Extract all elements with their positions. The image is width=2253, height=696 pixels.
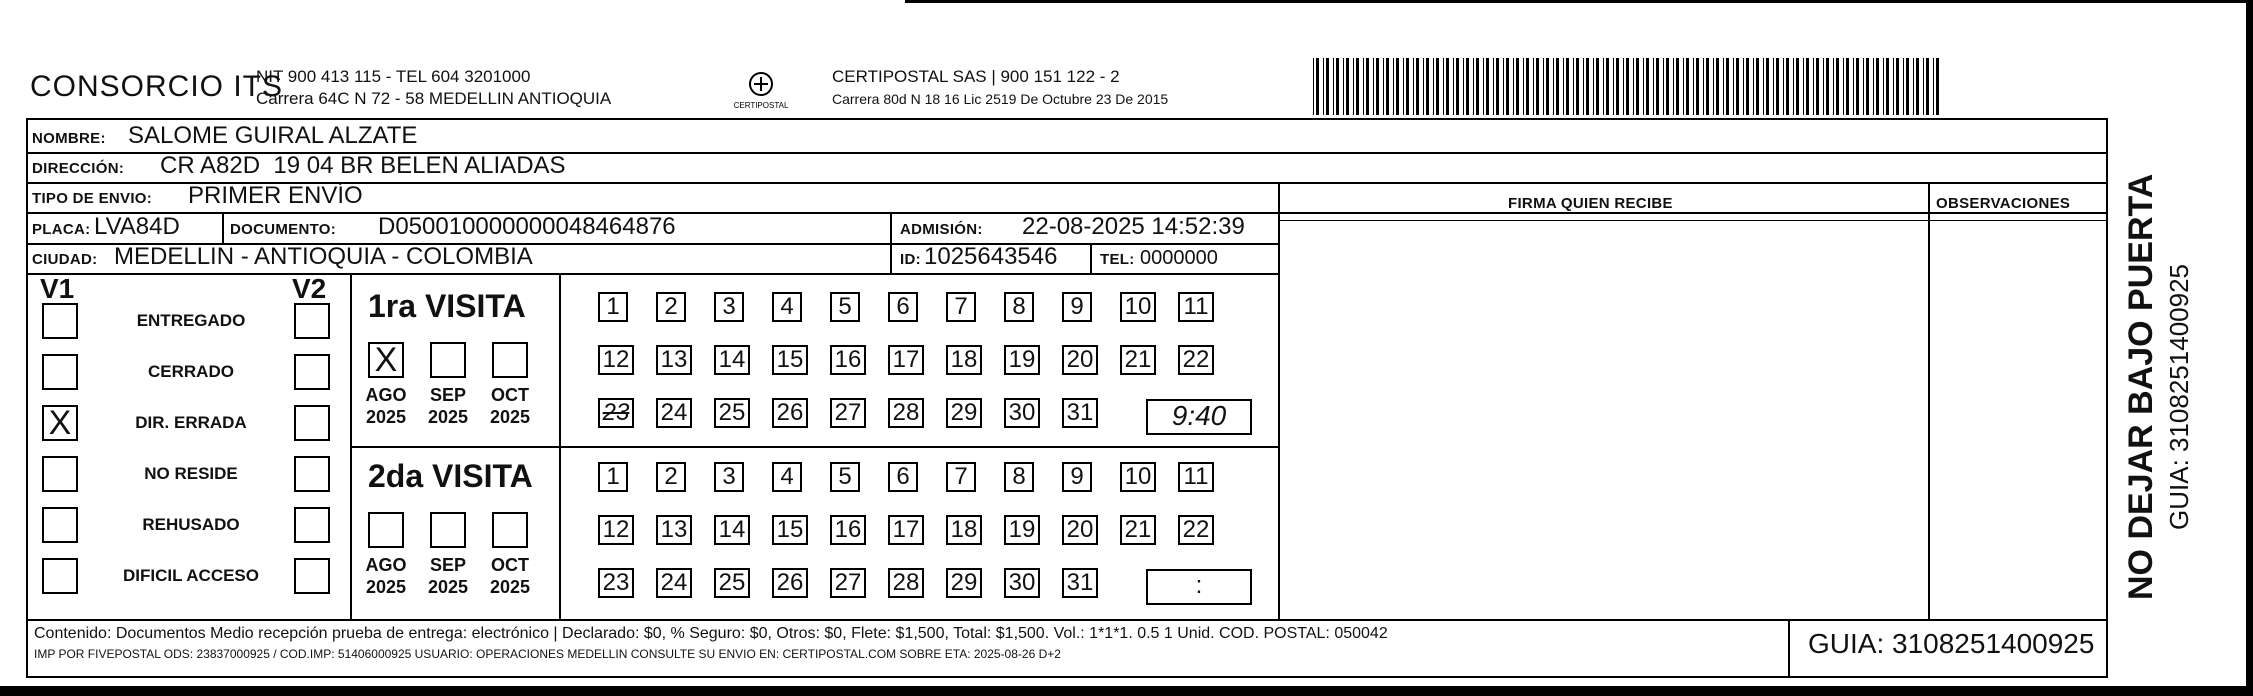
footer-content-line: Contenido: Documentos Medio recepción prueba de entrega: electrónico | Declarado: $0, % Seguro: $0, Otros: $0, Flete: $1,500, Total: $1,500. Vol.: 1*1*1. 0.5 1 Unid. COD. POSTAL: 050042 <box>34 625 1388 642</box>
day-box[interactable]: 14 <box>714 515 750 545</box>
day-box[interactable]: 9 <box>1062 292 1092 322</box>
barcode-bar <box>1753 58 1754 115</box>
day-box[interactable]: 2 <box>656 462 686 492</box>
barcode-bar <box>1413 58 1414 115</box>
month-label: AGO <box>365 555 407 575</box>
barcode-bar <box>1933 58 1934 115</box>
barcode-bar <box>1663 58 1664 115</box>
day-box[interactable]: 17 <box>888 345 924 375</box>
barcode-bar <box>1493 58 1494 115</box>
barcode-bar <box>1846 58 1849 115</box>
footer-print-line: IMP POR FIVEPOSTAL ODS: 23837000925 / COD.IMP: 51406000925 USUARIO: OPERACIONES MEDELLIN CONSULTE SU ENVIO EN: CERTIPOSTAL.COM SOBRE ETA: 2025-08-26 D+2 <box>34 647 1061 661</box>
day-box[interactable]: 10 <box>1120 292 1156 322</box>
day-box[interactable]: 16 <box>830 515 866 545</box>
barcode-bar <box>1916 58 1919 115</box>
day-box[interactable]: 6 <box>888 462 918 492</box>
day-box[interactable]: 24 <box>656 568 692 598</box>
barcode-bar <box>1423 58 1424 115</box>
barcode-bar <box>1606 58 1609 115</box>
day-box[interactable]: 19 <box>1004 515 1040 545</box>
day-box[interactable]: 8 <box>1004 462 1034 492</box>
barcode-bar <box>1316 58 1319 115</box>
barcode-bar <box>1653 58 1654 115</box>
barcode-bar <box>1656 58 1659 115</box>
barcode-bar <box>1883 58 1884 115</box>
barcode-bar <box>1523 58 1524 115</box>
barcode-bar <box>1773 58 1774 115</box>
barcode-bar <box>1576 58 1579 115</box>
month-label: AGO <box>365 385 407 405</box>
barcode-bar <box>1813 58 1814 115</box>
delivery-form <box>26 118 2108 678</box>
reason-label: ENTREGADO <box>136 311 246 330</box>
day-box[interactable]: 20 <box>1062 345 1098 375</box>
day-box[interactable]: 20 <box>1062 515 1098 545</box>
barcode-bar <box>1716 58 1719 115</box>
v2-checkbox[interactable] <box>294 354 330 390</box>
day-box[interactable]: 18 <box>946 345 982 375</box>
barcode-bar <box>1803 58 1804 115</box>
barcode-bar <box>1396 58 1399 115</box>
barcode-bar <box>1596 58 1599 115</box>
barcode <box>1313 58 1950 115</box>
barcode-bar <box>1563 58 1564 115</box>
day-box[interactable]: 12 <box>598 515 634 545</box>
day-box[interactable]: 11 <box>1178 292 1214 322</box>
day-box[interactable]: 21 <box>1120 515 1156 545</box>
day-box[interactable]: 29 <box>946 568 982 598</box>
barcode-bar <box>1863 58 1864 115</box>
company-address: Carrera 64C N 72 - 58 MEDELLIN ANTIOQUIA <box>256 89 612 108</box>
top-border-line <box>905 0 2253 3</box>
barcode-bar <box>1583 58 1584 115</box>
barcode-bar <box>1416 58 1419 115</box>
barcode-bar <box>1436 58 1439 115</box>
barcode-bar <box>1363 58 1364 115</box>
barcode-bar <box>1766 58 1769 115</box>
v1-label: V1 <box>40 273 75 304</box>
bottom-border <box>0 686 2253 696</box>
day-box[interactable]: 3 <box>714 292 744 322</box>
barcode-bar <box>1783 58 1784 115</box>
barcode-bar <box>1746 58 1749 115</box>
day-box[interactable]: 14 <box>714 345 750 375</box>
barcode-bar <box>1433 58 1434 115</box>
barcode-bar <box>1406 58 1409 115</box>
day-box[interactable]: 11 <box>1178 462 1214 492</box>
day-box[interactable]: 27 <box>830 568 866 598</box>
day-box[interactable]: 25 <box>714 398 750 428</box>
month-checkbox[interactable] <box>368 512 404 548</box>
day-box[interactable]: 1 <box>598 292 628 322</box>
tel-label: TEL: <box>1100 251 1135 268</box>
barcode-bar <box>1446 58 1449 115</box>
barcode-bar <box>1866 58 1869 115</box>
barcode-bar <box>1556 58 1559 115</box>
barcode-bar <box>1473 58 1474 115</box>
barcode-bar <box>1923 58 1924 115</box>
barcode-bar <box>1693 58 1694 115</box>
barcode-bar <box>1453 58 1454 115</box>
barcode-bar <box>1456 58 1459 115</box>
company-name: CONSORCIO ITS <box>30 70 284 103</box>
barcode-bar <box>1726 58 1729 115</box>
barcode-bar <box>1903 58 1904 115</box>
barcode-bar <box>1486 58 1489 115</box>
day-box[interactable]: 28 <box>888 398 924 428</box>
reason-label: DIFICIL ACCESO <box>122 566 259 585</box>
day-box[interactable]: 19 <box>1004 345 1040 375</box>
day-box[interactable]: 13 <box>656 515 692 545</box>
tipo-envio-label: TIPO DE ENVIO: <box>32 190 153 207</box>
barcode-bar <box>1796 58 1799 115</box>
month-checkbox[interactable] <box>492 342 528 378</box>
day-box[interactable]: 9 <box>1062 462 1092 492</box>
barcode-bar <box>1516 58 1519 115</box>
placa-value: LVA84D <box>94 213 180 240</box>
year-label: 2025 <box>489 577 531 597</box>
barcode-bar <box>1603 58 1604 115</box>
svg-text:CERTIPOSTAL: CERTIPOSTAL <box>733 101 789 110</box>
barcode-bar <box>1383 58 1384 115</box>
month-label: OCT <box>491 385 529 405</box>
barcode-bar <box>1776 58 1779 115</box>
day-box[interactable]: 12 <box>598 345 634 375</box>
barcode-bar <box>1333 58 1334 115</box>
barcode-bar <box>1586 58 1589 115</box>
day-box[interactable]: 24 <box>656 398 692 428</box>
barcode-bar <box>1543 58 1544 115</box>
barcode-bar <box>1633 58 1634 115</box>
barcode-bar <box>1646 58 1649 115</box>
barcode-bar <box>1366 58 1369 115</box>
barcode-bar <box>1403 58 1404 115</box>
barcode-bar <box>1696 58 1699 115</box>
barcode-bar <box>1513 58 1514 115</box>
barcode-bar <box>1703 58 1704 115</box>
reason-label: DIR. ERRADA <box>135 413 247 432</box>
day-box[interactable]: 30 <box>1004 568 1040 598</box>
tel-value: 0000000 <box>1140 247 1218 269</box>
barcode-bar <box>1936 58 1939 115</box>
day-box[interactable]: 3 <box>714 462 744 492</box>
documento-label: DOCUMENTO: <box>230 221 337 238</box>
year-label: 2025 <box>365 407 407 427</box>
barcode-bar <box>1373 58 1374 115</box>
admision-value: 22-08-2025 14:52:39 <box>1022 213 1245 240</box>
barcode-bar <box>1856 58 1859 115</box>
day-box[interactable]: 30 <box>1004 398 1040 428</box>
barcode-bar <box>1623 58 1624 115</box>
day-box[interactable]: 26 <box>772 398 808 428</box>
barcode-bar <box>1376 58 1379 115</box>
visit2-title: 2da VISITA <box>368 458 533 494</box>
side-guia: GUIA: 3108251400925 <box>2164 264 2194 530</box>
day-box[interactable]: 6 <box>888 292 918 322</box>
day-box[interactable]: 4 <box>772 292 802 322</box>
barcode-bar <box>1613 58 1614 115</box>
barcode-bar <box>1536 58 1539 115</box>
ciudad-value: MEDELLIN - ANTIOQUIA - COLOMBIA <box>114 243 533 270</box>
barcode-bar <box>1643 58 1644 115</box>
day-box[interactable]: 7 <box>946 292 976 322</box>
day-box[interactable]: 22 <box>1178 345 1214 375</box>
barcode-bar <box>1853 58 1854 115</box>
barcode-bar <box>1353 58 1354 115</box>
reason-label: CERRADO <box>148 362 234 381</box>
day-box[interactable]: 23 <box>598 398 634 428</box>
day-box[interactable]: 8 <box>1004 292 1034 322</box>
month-label: SEP <box>429 385 467 405</box>
month-checkbox[interactable] <box>430 342 466 378</box>
day-box[interactable]: 29 <box>946 398 982 428</box>
barcode-bar <box>1546 58 1549 115</box>
v1-checkbox[interactable] <box>42 558 78 594</box>
barcode-bar <box>1476 58 1479 115</box>
day-box[interactable]: 31 <box>1062 398 1098 428</box>
month-checkbox[interactable]: X <box>368 342 404 378</box>
day-box[interactable]: 25 <box>714 568 750 598</box>
barcode-bar <box>1756 58 1759 115</box>
barcode-bar <box>1906 58 1909 115</box>
barcode-bar <box>1873 58 1874 115</box>
month-label: OCT <box>491 555 529 575</box>
visit1-time-box[interactable]: 9:40 <box>1146 399 1252 435</box>
day-box[interactable]: 13 <box>656 345 692 375</box>
barcode-bar <box>1683 58 1684 115</box>
barcode-bar <box>1553 58 1554 115</box>
day-box[interactable]: 1 <box>598 462 628 492</box>
v1-checkbox[interactable] <box>42 507 78 543</box>
v2-checkbox[interactable] <box>294 456 330 492</box>
barcode-bar <box>1313 58 1314 115</box>
barcode-bar <box>1496 58 1499 115</box>
barcode-bar <box>1896 58 1899 115</box>
month-label: SEP <box>429 555 467 575</box>
nombre-value: SALOME GUIRAL ALZATE <box>128 122 418 149</box>
barcode-bar <box>1823 58 1824 115</box>
v2-checkbox[interactable] <box>294 303 330 339</box>
day-box[interactable]: 22 <box>1178 515 1214 545</box>
year-label: 2025 <box>427 577 469 597</box>
barcode-bar <box>1443 58 1444 115</box>
carrier-name: CERTIPOSTAL SAS | 900 151 122 - 2 <box>832 67 1120 86</box>
day-box[interactable]: 15 <box>772 345 808 375</box>
barcode-bar <box>1506 58 1509 115</box>
barcode-bar <box>1736 58 1739 115</box>
barcode-bar <box>1706 58 1709 115</box>
id-value: 1025643546 <box>924 243 1058 270</box>
day-box[interactable]: 23 <box>598 568 634 598</box>
year-label: 2025 <box>489 407 531 427</box>
ciudad-label: CIUDAD: <box>32 251 98 268</box>
barcode-bar <box>1713 58 1714 115</box>
barcode-bar <box>1626 58 1629 115</box>
barcode-bar <box>1843 58 1844 115</box>
firma-header: FIRMA QUIEN RECIBE <box>1508 195 1673 212</box>
barcode-bar <box>1826 58 1829 115</box>
v1-checkbox[interactable]: X <box>42 405 78 441</box>
barcode-bar <box>1913 58 1914 115</box>
certipostal-logo <box>732 64 790 116</box>
barcode-bar <box>1636 58 1639 115</box>
barcode-bar <box>1723 58 1724 115</box>
barcode-bar <box>1733 58 1734 115</box>
barcode-bar <box>1566 58 1569 115</box>
day-box[interactable]: 28 <box>888 568 924 598</box>
barcode-bar <box>1876 58 1879 115</box>
v1-checkbox[interactable] <box>42 456 78 492</box>
day-box[interactable]: 5 <box>830 292 860 322</box>
barcode-bar <box>1393 58 1394 115</box>
barcode-bar <box>1593 58 1594 115</box>
day-box[interactable]: 16 <box>830 345 866 375</box>
day-box[interactable]: 5 <box>830 462 860 492</box>
barcode-bar <box>1343 58 1344 115</box>
carrier-address: Carrera 80d N 18 16 Lic 2519 De Octubre 23 De 2015 <box>832 91 1169 107</box>
barcode-bar <box>1763 58 1764 115</box>
barcode-bar <box>1616 58 1619 115</box>
visit2-time-box[interactable]: : <box>1146 569 1252 605</box>
visit1-title: 1ra VISITA <box>368 288 526 324</box>
barcode-bar <box>1426 58 1429 115</box>
barcode-bar <box>1533 58 1534 115</box>
v1-checkbox[interactable] <box>42 303 78 339</box>
placa-label: PLACA: <box>32 221 91 238</box>
month-checkbox[interactable] <box>492 512 528 548</box>
v2-checkbox[interactable] <box>294 507 330 543</box>
observaciones-header: OBSERVACIONES <box>1936 195 2071 212</box>
year-label: 2025 <box>427 407 469 427</box>
side-warning: NO DEJAR BAJO PUERTA <box>2122 173 2160 600</box>
day-box[interactable]: 26 <box>772 568 808 598</box>
barcode-bar <box>1926 58 1929 115</box>
barcode-bar <box>1346 58 1349 115</box>
company-nit: NIT 900 413 115 - TEL 604 3201000 <box>256 67 531 86</box>
barcode-bar <box>1386 58 1389 115</box>
nombre-label: NOMBRE: <box>32 130 106 147</box>
v2-checkbox[interactable] <box>294 558 330 594</box>
year-label: 2025 <box>365 577 407 597</box>
day-box[interactable]: 4 <box>772 462 802 492</box>
reason-label: NO RESIDE <box>144 464 238 483</box>
v1-checkbox[interactable] <box>42 354 78 390</box>
day-box[interactable]: 10 <box>1120 462 1156 492</box>
day-box[interactable]: 15 <box>772 515 808 545</box>
admision-label: ADMISIÓN: <box>900 221 983 238</box>
reason-label: REHUSADO <box>142 515 240 534</box>
day-box[interactable]: 31 <box>1062 568 1098 598</box>
day-box[interactable]: 17 <box>888 515 924 545</box>
barcode-bar <box>1673 58 1674 115</box>
right-border <box>2246 0 2253 696</box>
barcode-bar <box>1806 58 1809 115</box>
barcode-bar <box>1833 58 1834 115</box>
barcode-bar <box>1743 58 1744 115</box>
v2-label: V2 <box>292 273 327 304</box>
barcode-bar <box>1483 58 1484 115</box>
barcode-bar <box>1573 58 1574 115</box>
barcode-bar <box>1503 58 1504 115</box>
barcode-bar <box>1793 58 1794 115</box>
barcode-bar <box>1466 58 1469 115</box>
barcode-bar <box>1786 58 1789 115</box>
barcode-bar <box>1816 58 1819 115</box>
barcode-bar <box>1686 58 1689 115</box>
barcode-bar <box>1666 58 1669 115</box>
barcode-bar <box>1526 58 1529 115</box>
day-box[interactable]: 27 <box>830 398 866 428</box>
barcode-bar <box>1356 58 1359 115</box>
documento-value: D050010000000048464876 <box>378 213 676 240</box>
direccion-label: DIRECCIÓN: <box>32 160 125 177</box>
direccion-value: CR A82D 19 04 BR BELEN ALIADAS <box>160 152 566 179</box>
barcode-bar <box>1463 58 1464 115</box>
barcode-bar <box>1893 58 1894 115</box>
barcode-bar <box>1886 58 1889 115</box>
barcode-bar <box>1836 58 1839 115</box>
barcode-bar <box>1336 58 1339 115</box>
barcode-bar <box>1326 58 1329 115</box>
footer-guia: GUIA: 3108251400925 <box>1808 628 2095 659</box>
tipo-envio-value: PRIMER ENVÍO <box>188 182 363 209</box>
id-label: ID: <box>900 251 921 268</box>
day-box[interactable]: 2 <box>656 292 686 322</box>
day-box[interactable]: 7 <box>946 462 976 492</box>
day-box[interactable]: 18 <box>946 515 982 545</box>
month-checkbox[interactable] <box>430 512 466 548</box>
v2-checkbox[interactable] <box>294 405 330 441</box>
day-box[interactable]: 21 <box>1120 345 1156 375</box>
barcode-bar <box>1323 58 1324 115</box>
barcode-bar <box>1676 58 1679 115</box>
